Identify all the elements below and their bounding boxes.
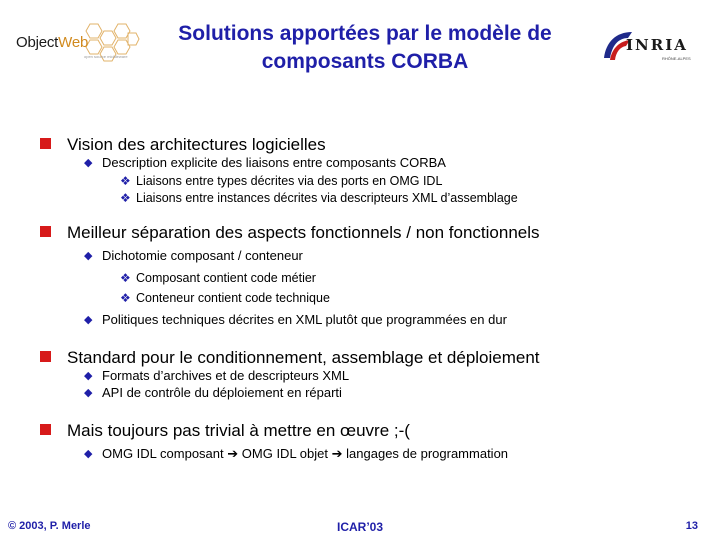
list-item: ◆ API de contrôle du déploiement en réparti bbox=[84, 385, 342, 400]
diamond-bullet-icon: ◆ bbox=[84, 314, 93, 326]
section-separation: Meilleur séparation des aspects fonctionnels / non fonctionnels bbox=[40, 223, 540, 243]
fleuron-bullet-icon: ❖ bbox=[120, 291, 131, 305]
square-bullet-icon bbox=[40, 226, 51, 237]
title-line-1: Solutions apportées par le modèle de bbox=[178, 22, 552, 45]
section-vision: Vision des architectures logicielles bbox=[40, 135, 326, 155]
section-standard: Standard pour le conditionnement, assemblage et déploiement bbox=[40, 348, 540, 368]
fleuron-bullet-icon: ❖ bbox=[120, 271, 131, 285]
square-bullet-icon bbox=[40, 138, 51, 149]
list-item: ◆ Description explicite des liaisons entre composants CORBA bbox=[84, 155, 446, 170]
objectweb-wordmark: ObjectWeb bbox=[16, 34, 89, 51]
inria-wordmark: INRIA bbox=[626, 36, 688, 54]
footer-conference: ICAR’03 bbox=[336, 520, 383, 534]
section-trivial: Mais toujours pas trivial à mettre en œuvre ;-( bbox=[40, 421, 410, 441]
diamond-bullet-icon: ◆ bbox=[84, 387, 93, 399]
arrow-right-icon: ➔ bbox=[227, 446, 239, 461]
diamond-bullet-icon: ◆ bbox=[84, 448, 93, 460]
list-item: ◆ Dichotomie composant / conteneur bbox=[84, 248, 303, 263]
diamond-bullet-icon: ◆ bbox=[84, 250, 93, 262]
objectweb-logo bbox=[12, 22, 134, 70]
square-bullet-icon bbox=[40, 424, 51, 435]
inria-subtitle: RHÔNE-ALPES bbox=[662, 56, 691, 61]
list-item: ◆ Politiques techniques décrites en XML plutôt que programmées en dur bbox=[84, 312, 507, 327]
fleuron-bullet-icon: ❖ bbox=[120, 174, 131, 188]
diamond-bullet-icon: ◆ bbox=[84, 157, 93, 169]
list-item: ❖ Liaisons entre types décrites via des ports en OMG IDL bbox=[120, 174, 443, 188]
title-line-2: composants CORBA bbox=[261, 50, 469, 73]
fleuron-bullet-icon: ❖ bbox=[120, 191, 131, 205]
list-item: ◆ OMG IDL composant ➔ OMG IDL objet ➔ langages de programmation bbox=[84, 446, 509, 461]
list-item: ❖ Conteneur contient code technique bbox=[120, 291, 330, 305]
square-bullet-icon bbox=[40, 351, 51, 362]
objectweb-tagline: open source middleware bbox=[84, 54, 128, 59]
page-number: 13 bbox=[685, 520, 698, 532]
arrow-right-icon: ➔ bbox=[331, 446, 343, 461]
footer-copyright: © 2003, P. Merle bbox=[8, 520, 91, 532]
list-item: ❖ Composant contient code métier bbox=[120, 271, 316, 285]
diamond-bullet-icon: ◆ bbox=[84, 370, 93, 382]
list-item: ❖ Liaisons entre instances décrites via descripteurs XML d’assemblage bbox=[120, 191, 518, 205]
slide-title bbox=[150, 20, 580, 76]
inria-logo bbox=[598, 28, 702, 66]
list-item: ◆ Formats d’archives et de descripteurs XML bbox=[84, 368, 350, 383]
